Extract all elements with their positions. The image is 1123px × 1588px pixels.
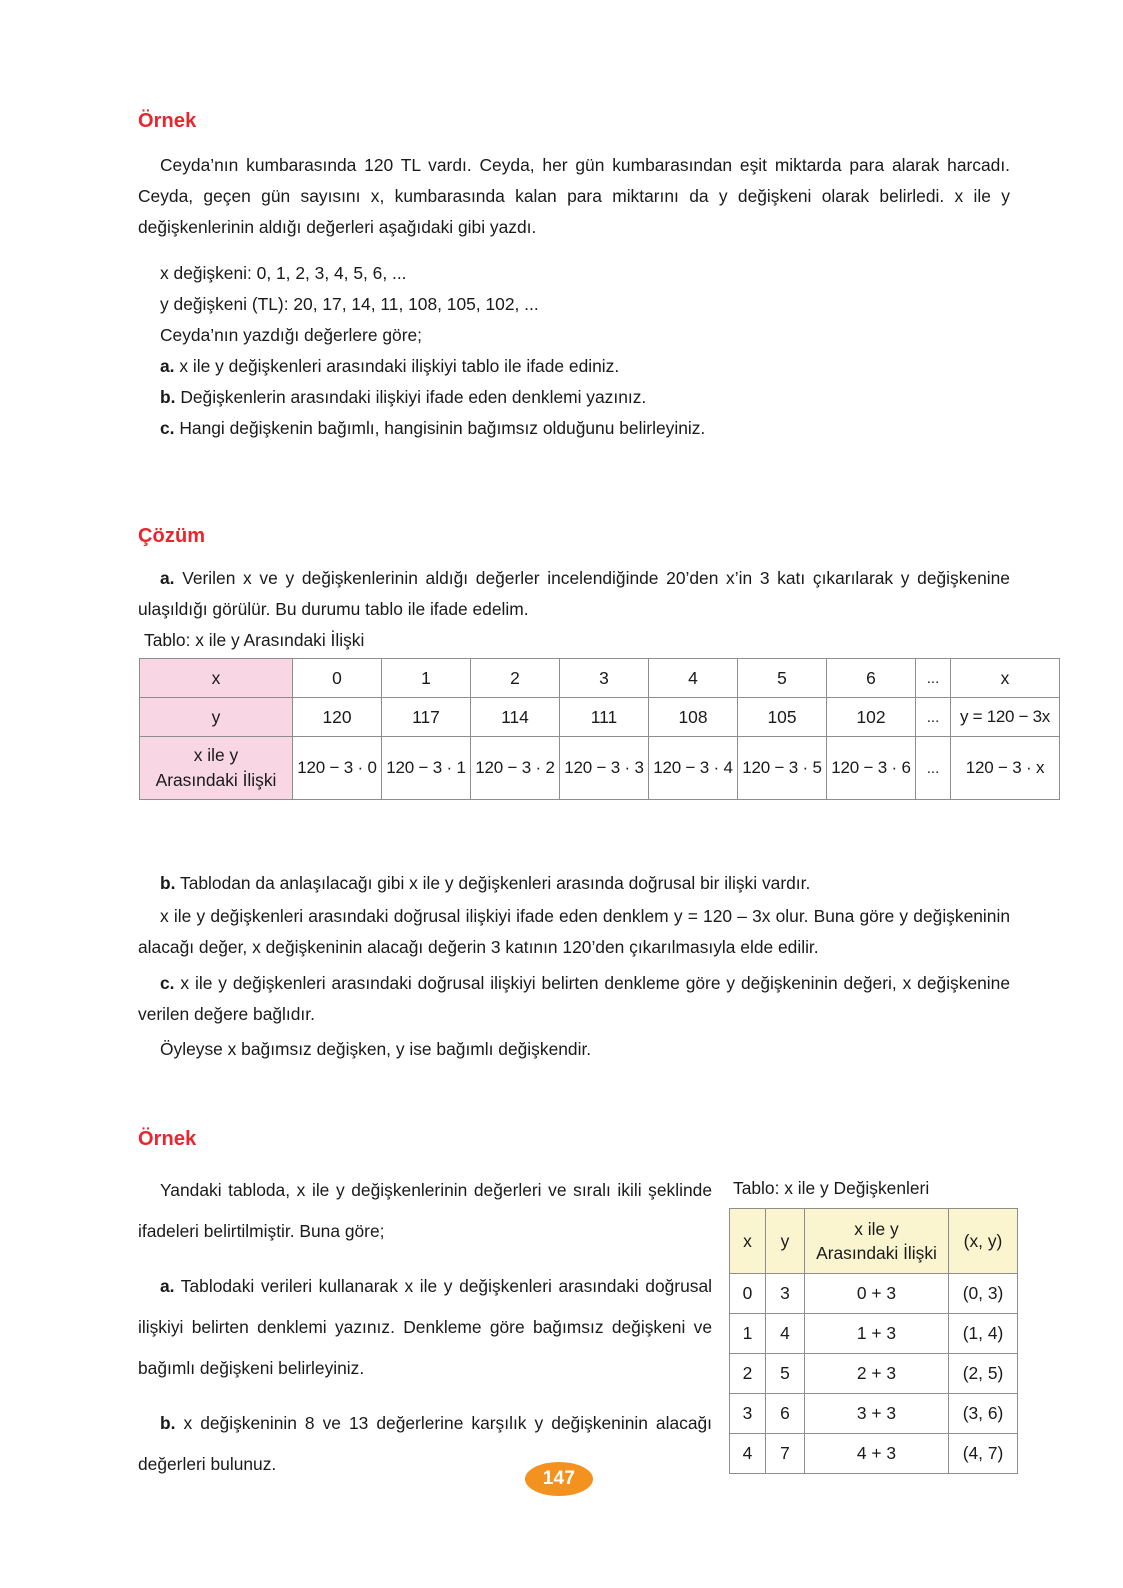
solution-c-label: c. <box>160 973 175 993</box>
example-1-given-values <box>138 258 1010 444</box>
table-1-row-y-header: y <box>140 698 293 737</box>
relation-header-line-2: Arasındaki İlişki <box>155 770 277 790</box>
solution-conclusion: Öyleyse x bağımsız değişken, y ise bağımlı değişkendir. <box>160 1039 592 1059</box>
relationship-table-2 <box>729 1208 1018 1474</box>
table-2-row-0-rel: 0 + 3 <box>805 1274 949 1314</box>
table-1-rel-3: 120 − 3 · 3 <box>560 737 649 800</box>
table-1-x-5: 5 <box>738 659 827 698</box>
table-1-x-ellipsis: ... <box>916 659 951 698</box>
table-1-rel-2: 120 − 3 · 2 <box>471 737 560 800</box>
table-2-row-4-x: 4 <box>730 1434 766 1474</box>
example-2-item-b-label: b. <box>160 1413 176 1433</box>
example-1-problem-text: Ceyda’nın kumbarasında 120 TL vardı. Ceyda, her gün kumbarasından eşit miktarda para alarak harcadı. Ceyda, geçen gün sayısını x, kumbarasında kalan para miktarını da y değişkeni olarak belirledi. x ile y değişkenlerinin aldığı değerleri aşağıdaki gibi yazdı. <box>138 155 1010 237</box>
item-c-text: Hangi değişkenin bağımlı, hangisinin bağımsız olduğunu belirleyiniz. <box>179 418 706 438</box>
table-1-row-relation-header <box>140 737 293 800</box>
example-2-heading: Örnek <box>138 1128 197 1150</box>
table-1-rel-ellipsis: ... <box>916 737 951 800</box>
table-2-row-1-y: 4 <box>766 1314 805 1354</box>
table-1-x-6: 6 <box>827 659 916 698</box>
table-1-rel-general: 120 − 3 · x <box>951 737 1060 800</box>
table-2-header-y: y <box>766 1209 805 1274</box>
table-1-y-6: 102 <box>827 698 916 737</box>
example-2-intro: Yandaki tabloda, x ile y değişkenlerinin değerleri ve sıralı ikili şeklinde ifadeleri belirtilmiştir. Buna göre; <box>138 1180 712 1241</box>
solution-a-text: Verilen x ve y değişkenlerinin aldığı değerler incelendiğinde 20’den x’in 3 katı çıkarılarak y değişkenine ulaşıldığı görülür. Bu durumu tablo ile ifade edelim. <box>138 568 1010 619</box>
table-1-rel-1: 120 − 3 · 1 <box>382 737 471 800</box>
table-1-rel-6: 120 − 3 · 6 <box>827 737 916 800</box>
table-row <box>140 698 1060 737</box>
table-2-row-2-y: 5 <box>766 1354 805 1394</box>
table-header-row <box>730 1209 1018 1274</box>
table-2-row-4-rel: 4 + 3 <box>805 1434 949 1474</box>
table-1-y-4: 108 <box>649 698 738 737</box>
table-2-caption: Tablo: x ile y Değişkenleri <box>733 1178 930 1198</box>
table-row <box>730 1394 1018 1434</box>
table-2-row-3-pair: (3, 6) <box>949 1394 1018 1434</box>
item-a-label: a. <box>160 356 175 376</box>
relationship-table-1 <box>139 658 1060 800</box>
table-1-rel-4: 120 − 3 · 4 <box>649 737 738 800</box>
table-2-row-0-pair: (0, 3) <box>949 1274 1018 1314</box>
table-2-header-x: x <box>730 1209 766 1274</box>
table-1-x-general: x <box>951 659 1060 698</box>
example-2-item-b <box>138 1403 712 1485</box>
table-1-y-5: 105 <box>738 698 827 737</box>
solution-a-label: a. <box>160 568 175 588</box>
table-2-row-2-rel: 2 + 3 <box>805 1354 949 1394</box>
table-2-row-1-x: 1 <box>730 1314 766 1354</box>
table-1-caption: Tablo: x ile y Arasındaki İlişki <box>144 630 365 650</box>
solution-heading: Çözüm <box>138 525 206 547</box>
example-2-item-b-text: x değişkeninin 8 ve 13 değerlerine karşılık y değişkeninin alacağı değerleri bulunuz. <box>138 1413 712 1474</box>
example-1-item-c <box>138 413 1010 444</box>
example-2-item-a <box>138 1266 712 1389</box>
table-2-row-2-pair: (2, 5) <box>949 1354 1018 1394</box>
table-1-x-1: 1 <box>382 659 471 698</box>
table-1-y-ellipsis: ... <box>916 698 951 737</box>
example-1-item-b <box>138 382 1010 413</box>
table-row <box>140 737 1060 800</box>
table-2-row-4-y: 7 <box>766 1434 805 1474</box>
item-b-text: Değişkenlerin arasındaki ilişkiyi ifade eden denklemi yazınız. <box>180 387 647 407</box>
table-row <box>730 1354 1018 1394</box>
table-row <box>730 1434 1018 1474</box>
table-1-y-2: 114 <box>471 698 560 737</box>
table-2-relation-line-1: x ile y <box>854 1219 899 1239</box>
example-2-item-a-label: a. <box>160 1276 175 1296</box>
table-2-header-relation <box>805 1209 949 1274</box>
table-1-y-equation: y = 120 − 3x <box>951 698 1060 737</box>
table-1-x-0: 0 <box>293 659 382 698</box>
table-2-row-3-y: 6 <box>766 1394 805 1434</box>
table-2-row-1-pair: (1, 4) <box>949 1314 1018 1354</box>
table-2-row-3-rel: 3 + 3 <box>805 1394 949 1434</box>
table-1-x-4: 4 <box>649 659 738 698</box>
table-2-row-3-x: 3 <box>730 1394 766 1434</box>
table-1-x-2: 2 <box>471 659 560 698</box>
table-2-row-0-x: 0 <box>730 1274 766 1314</box>
table-1-y-0: 120 <box>293 698 382 737</box>
solution-b-text: Tablodan da anlaşılacağı gibi x ile y değişkenleri arasında doğrusal bir ilişki vardır. <box>180 873 811 893</box>
solution-c-text: x ile y değişkenleri arasındaki doğrusal ilişkiyi belirten denkleme göre y değişkeninin değeri, x değişkenine verilen değere bağlıdır. <box>138 973 1010 1024</box>
example-2-item-a-text: Tablodaki verileri kullanarak x ile y değişkenleri arasındaki doğrusal ilişkiyi belirten denklemi yazınız. Denkleme göre bağımsız değişkeni ve bağımlı değişkeni belirleyiniz. <box>138 1276 712 1378</box>
example-1-heading: Örnek <box>138 110 197 132</box>
table-1-x-3: 3 <box>560 659 649 698</box>
table-2-wrapper <box>729 1208 1018 1474</box>
table-row <box>730 1274 1018 1314</box>
example-1-item-a <box>138 351 1010 382</box>
page-number-badge: 147 <box>525 1462 593 1496</box>
example-1-x-values-line: x değişkeni: 0, 1, 2, 3, 4, 5, 6, ... <box>160 263 407 283</box>
solution-part-a <box>138 563 1010 625</box>
solution-b-explanation: x ile y değişkenleri arasındaki doğrusal ilişkiyi ifade eden denklem y = 120 – 3x olur. Buna göre y değişkeninin alacağı değer, x değişkeninin alacağı değerin 3 katının 120’den çıkarılmasıyla elde edilir. <box>138 906 1010 957</box>
item-c-label: c. <box>160 418 175 438</box>
table-row <box>140 659 1060 698</box>
table-1-rel-5: 120 − 3 · 5 <box>738 737 827 800</box>
solution-part-b <box>138 868 1010 899</box>
table-2-row-1-rel: 1 + 3 <box>805 1314 949 1354</box>
item-a-text: x ile y değişkenleri arasındaki ilişkiyi tablo ile ifade ediniz. <box>179 356 620 376</box>
solution-b-label: b. <box>160 873 176 893</box>
table-1-rel-0: 120 − 3 · 0 <box>293 737 382 800</box>
table-2-row-0-y: 3 <box>766 1274 805 1314</box>
table-1-wrapper <box>139 658 1060 800</box>
table-2-row-4-pair: (4, 7) <box>949 1434 1018 1474</box>
example-1-y-values-line: y değişkeni (TL): 20, 17, 14, 11, 108, 105, 102, ... <box>160 294 539 314</box>
item-b-label: b. <box>160 387 176 407</box>
table-row <box>730 1314 1018 1354</box>
example-1-body <box>138 150 1010 243</box>
table-2-relation-line-2: Arasındaki İlişki <box>816 1243 937 1263</box>
relation-header-line-1: x ile y <box>193 745 239 765</box>
solution-part-c <box>138 968 1010 1030</box>
table-1-row-x-header: x <box>140 659 293 698</box>
table-2-row-2-x: 2 <box>730 1354 766 1394</box>
table-1-y-3: 111 <box>560 698 649 737</box>
table-1-y-1: 117 <box>382 698 471 737</box>
example-1-intro-line: Ceyda’nın yazdığı değerlere göre; <box>160 325 422 345</box>
example-2-body <box>138 1170 712 1485</box>
table-2-header-pair: (x, y) <box>949 1209 1018 1274</box>
